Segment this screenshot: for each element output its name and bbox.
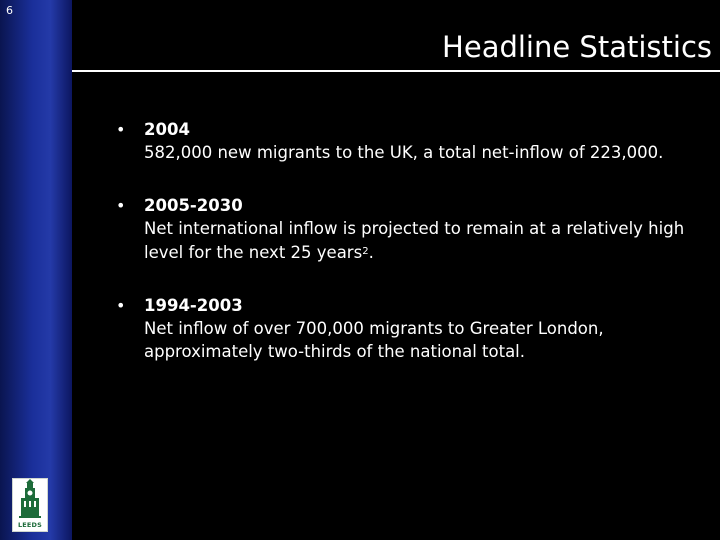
sidebar-band [0,0,72,540]
bullet-dot-icon: • [116,196,126,215]
bullet-item-2005-2030 [112,194,692,264]
bullet-text-tail: . [368,243,374,262]
bullet-text: 582,000 new migrants to the UK, a total net-inflow of 223,000. [144,143,664,162]
bullet-list [112,118,692,393]
logo-text: LEEDS [17,521,43,529]
leeds-logo [12,478,48,532]
leeds-tower-logo-icon [13,479,47,521]
slide-title: Headline Statistics [442,30,712,64]
bullet-heading: 2004 [144,120,190,139]
footnote-marker: 2 [362,246,369,257]
bullet-dot-icon: • [116,120,126,139]
bullet-heading: 1994-2003 [144,296,243,315]
slide-number: 6 [6,4,13,17]
bullet-item-2004 [112,118,692,164]
bullet-item-1994-2003 [112,294,692,363]
bullet-text: Net international inflow is projected to remain at a relatively high level for the next 25 years [144,219,685,262]
title-underline [72,70,720,72]
bullet-text: Net inflow of over 700,000 migrants to Greater London, approximately two-thirds of the national total. [144,319,604,361]
bullet-heading: 2005-2030 [144,196,243,215]
bullet-dot-icon: • [116,296,126,315]
